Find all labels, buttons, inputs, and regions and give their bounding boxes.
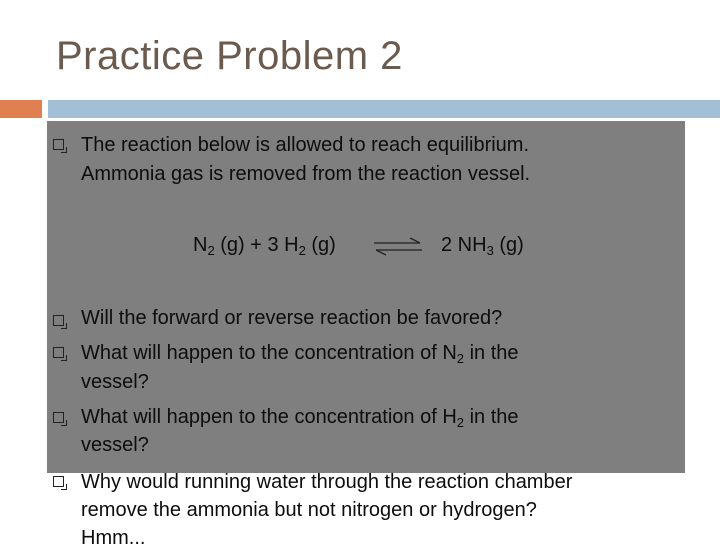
reaction-equation-reactants	[193, 232, 336, 258]
bullet-icon	[53, 347, 64, 358]
question-4-cont-2: Hmm...	[81, 527, 146, 549]
question-4-cont: remove the ammonia but not nitrogen or hydrogen?	[81, 499, 537, 521]
eq-product-state: (g)	[493, 234, 524, 256]
intro-line-2: Ammonia gas is removed from the reaction vessel.	[81, 163, 531, 185]
question-3	[81, 404, 691, 430]
bullet-icon	[53, 412, 64, 423]
eq-n-state: (g) + 3 H	[214, 234, 299, 256]
eq-product-sub: 3	[486, 243, 494, 258]
question-2-text: What will happen to the concentration of N	[81, 342, 457, 364]
question-3-text: What will happen to the concentration of H	[81, 406, 457, 428]
question-4: Why would running water through the reaction chamber	[81, 471, 573, 493]
question-2-cont: vessel?	[81, 371, 149, 393]
question-3-text-end: in the	[464, 406, 519, 428]
question-2-text-end: in the	[464, 342, 519, 364]
question-1: Will the forward or reverse reaction be favored?	[81, 307, 503, 329]
bullet-icon	[53, 139, 64, 150]
eq-n-sub: 2	[207, 243, 215, 258]
bullet-icon	[53, 476, 64, 487]
eq-product: 2 NH	[441, 234, 487, 256]
question-3-sub: 2	[456, 415, 465, 430]
equilibrium-arrows-icon	[370, 236, 426, 258]
eq-h-state: (g)	[305, 234, 336, 256]
question-2-sub: 2	[456, 351, 465, 366]
bullet-icon	[53, 315, 64, 326]
intro-line-1: The reaction below is allowed to reach equilibrium.	[81, 134, 530, 156]
eq-n: N	[193, 234, 208, 256]
question-3-cont: vessel?	[81, 434, 149, 456]
question-2	[81, 340, 691, 366]
reaction-equation-products	[441, 232, 524, 258]
slide-title: Practice Problem 2	[56, 34, 403, 78]
eq-h-sub: 2	[298, 243, 306, 258]
